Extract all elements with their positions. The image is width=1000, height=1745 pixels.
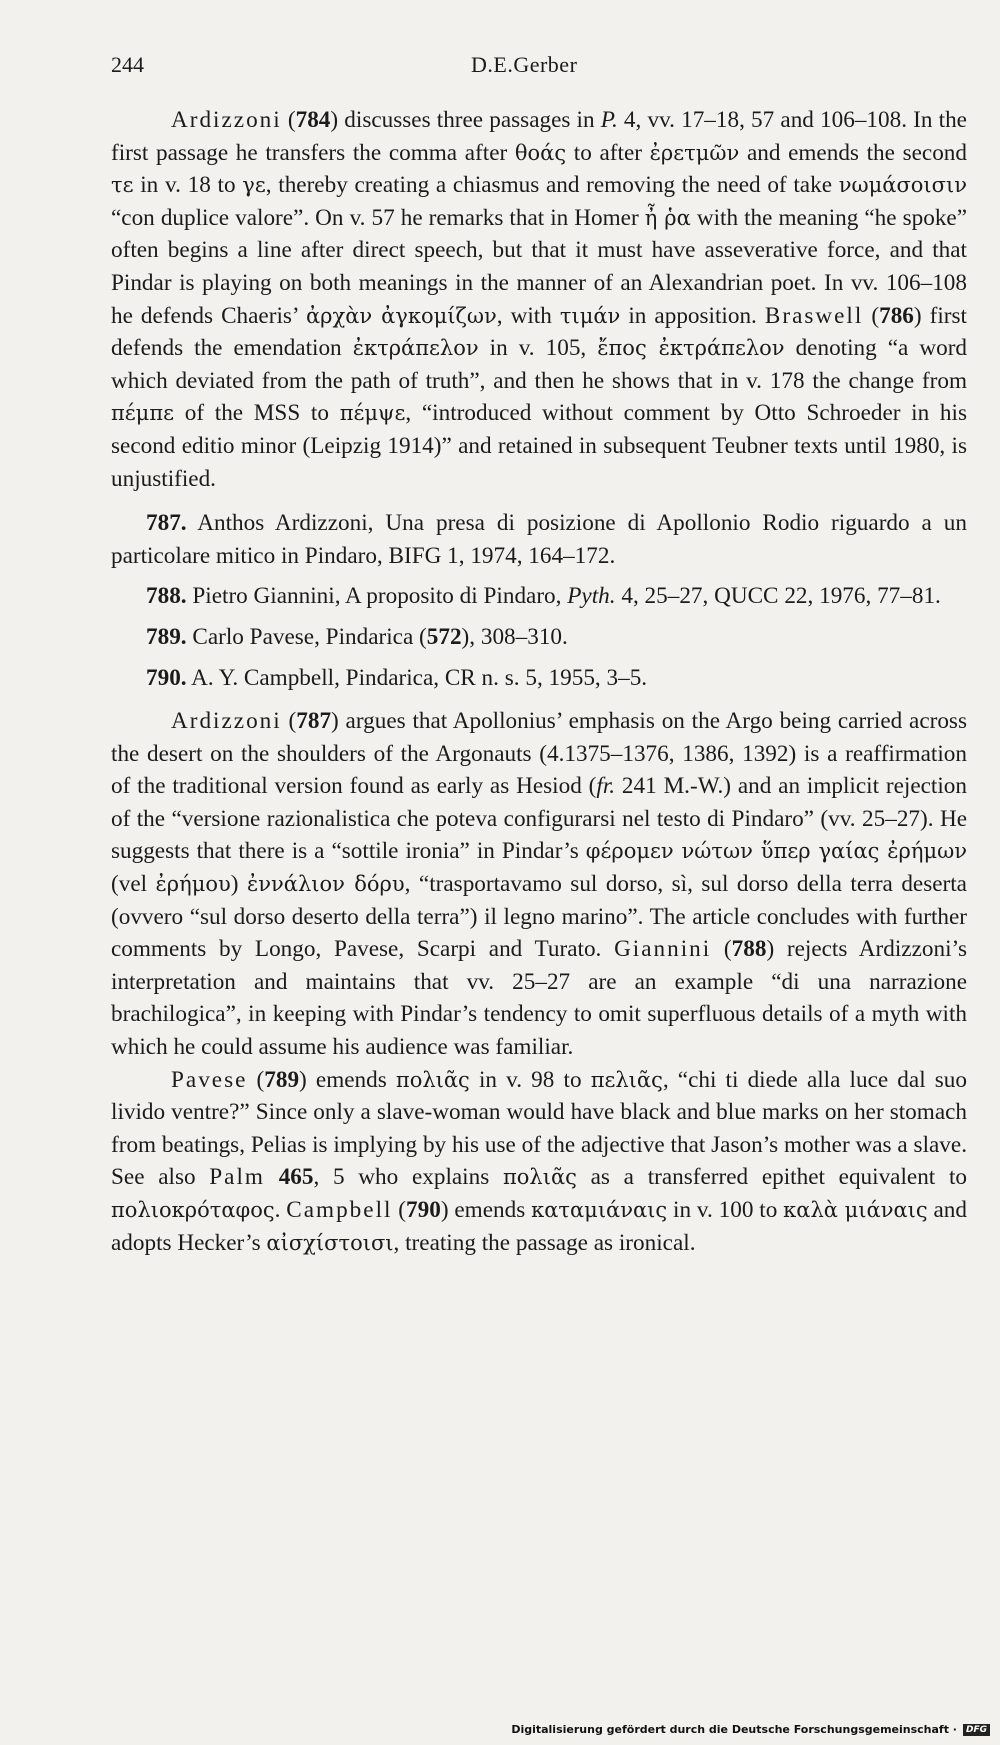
running-head	[111, 52, 961, 82]
paragraph-3: Pavese (789) emends πολιᾶς in v. 98 to πελιᾶς, “chi ti diede alla luce dal suo livido ventre?” Since only a slave-woman would have black and blue marks on her stomach from beatings, Pelias is implying by his use of the adjective that Jason’s mother was a slave. See also Palm 465, 5 who explains πολιᾶς as a transferred epithet equivalent to πολιοκρόταφος. Campbell (790) emends καταμιάναις in v. 100 to καλὰ μιάναις and adopts Hecker’s αἰσχίστοισι, treating the passage as ironical.	[111, 1066, 967, 1256]
paragraph-2: Ardizzoni (787) argues that Apollonius’ emphasis on the Argo being carried across the desert on the shoulders of the Argonauts (4.1375–1376, 1386, 1392) is a reaffirmation of the traditional version found as early as Hesiod (fr. 241 M.-W.) and an implicit rejection of the “versione razionalistica che poteva configurarsi nel testo di Pindaro” (vv. 25–27). He suggests that there is a “sottile ironia” in Pindar’s φέρομεν νώτων ὕπερ γαίας ἐρήμων (vel ἐρήμου) ἐννάλιον δόρυ, “trasportavamo sul dorso, sì, sul dorso della terra deserta (ovvero “sul dorso deserto della terra”) il legno marino”. The article concludes with further comments by Longo, Pavese, Scarpi and Turato. Giannini (788) rejects Ardizzoni’s interpretation and maintains that vv. 25–27 are an example “di una narrazione brachilogica”, in keeping with Pindar’s tendency to omit superfluous details of a myth with which he could assume his audience was familiar.	[111, 708, 968, 1061]
ref-number: 790	[406, 1197, 441, 1223]
digitization-footer	[511, 1723, 990, 1736]
author-giannini: Giannini	[614, 936, 712, 963]
reference-788: 788. Pietro Giannini, A proposito di Pindaro, Pyth. 4, 25–27, QUCC 22, 1976, 77–81.	[146, 583, 941, 610]
footer-text: Digitalisierung gefördert durch die Deutsche Forschungsgemeinschaft ·	[511, 1723, 957, 1736]
author-palm: Palm	[209, 1164, 265, 1191]
ref-number: 789	[264, 1066, 300, 1093]
ref-number: 784	[295, 107, 331, 133]
reference-789: 789. Carlo Pavese, Pindarica (572), 308–310.	[146, 623, 568, 650]
ref-number: 788	[731, 936, 767, 963]
ref-number: 787	[296, 708, 332, 735]
paragraph-1: Ardizzoni (784) discusses three passages in P. 4, vv. 17–18, 57 and 106–108. In the first passage he transfers the comma after θοάς to after ἐρετμῶν and emends the second τε in v. 18 to γε, thereby creating a chiasmus and removing the need of take νωμάσοισιν “con duplice valore”. On v. 57 he remarks that in Homer ἦ ῥα with the meaning “he spoke” often begins a line after direct speech, but that it must have asseverative force, and that Pindar is playing on both meanings in the manner of an Alexandrian poet. In vv. 106–108 he defends Chaeris’ ἀρχὰν ἀγκομίζων, with τιμάν in apposition. Braswell (786) first defends the emendation ἐκτράπελον in v. 105, ἔπος ἐκτράπελον denoting “a word which deviated from the path of truth”, and then he shows that in v. 178 the change from πέμπε of the MSS to πέμψε, “introduced without comment by Otto Schroeder in his second editio minor (Leipzig 1914)” and retained in subsequent Teubner texts until 1980, is unjustified.	[111, 107, 968, 492]
author-ardizzoni: Ardizzoni	[171, 708, 282, 735]
page-number: 244	[111, 52, 144, 77]
running-title: D.E.Gerber	[471, 52, 578, 77]
ref-number: 786	[879, 302, 914, 329]
reference-787: 787. Anthos Ardizzoni, Una presa di posizione di Apollonio Rodio riguardo a un particolare mitico in Pindaro, BIFG 1, 1974, 164–172.	[111, 510, 967, 569]
author-ardizzoni: Ardizzoni	[171, 107, 282, 133]
author-pavese: Pavese	[171, 1066, 248, 1093]
ref-number: 465	[278, 1164, 314, 1191]
dfg-logo-icon: DFG	[963, 1724, 990, 1736]
body-text	[111, 104, 967, 1259]
author-braswell: Braswell	[764, 302, 864, 329]
author-campbell: Campbell	[286, 1197, 393, 1223]
reference-790: 790. A. Y. Campbell, Pindarica, CR n. s. 5, 1955, 3–5.	[146, 664, 648, 691]
